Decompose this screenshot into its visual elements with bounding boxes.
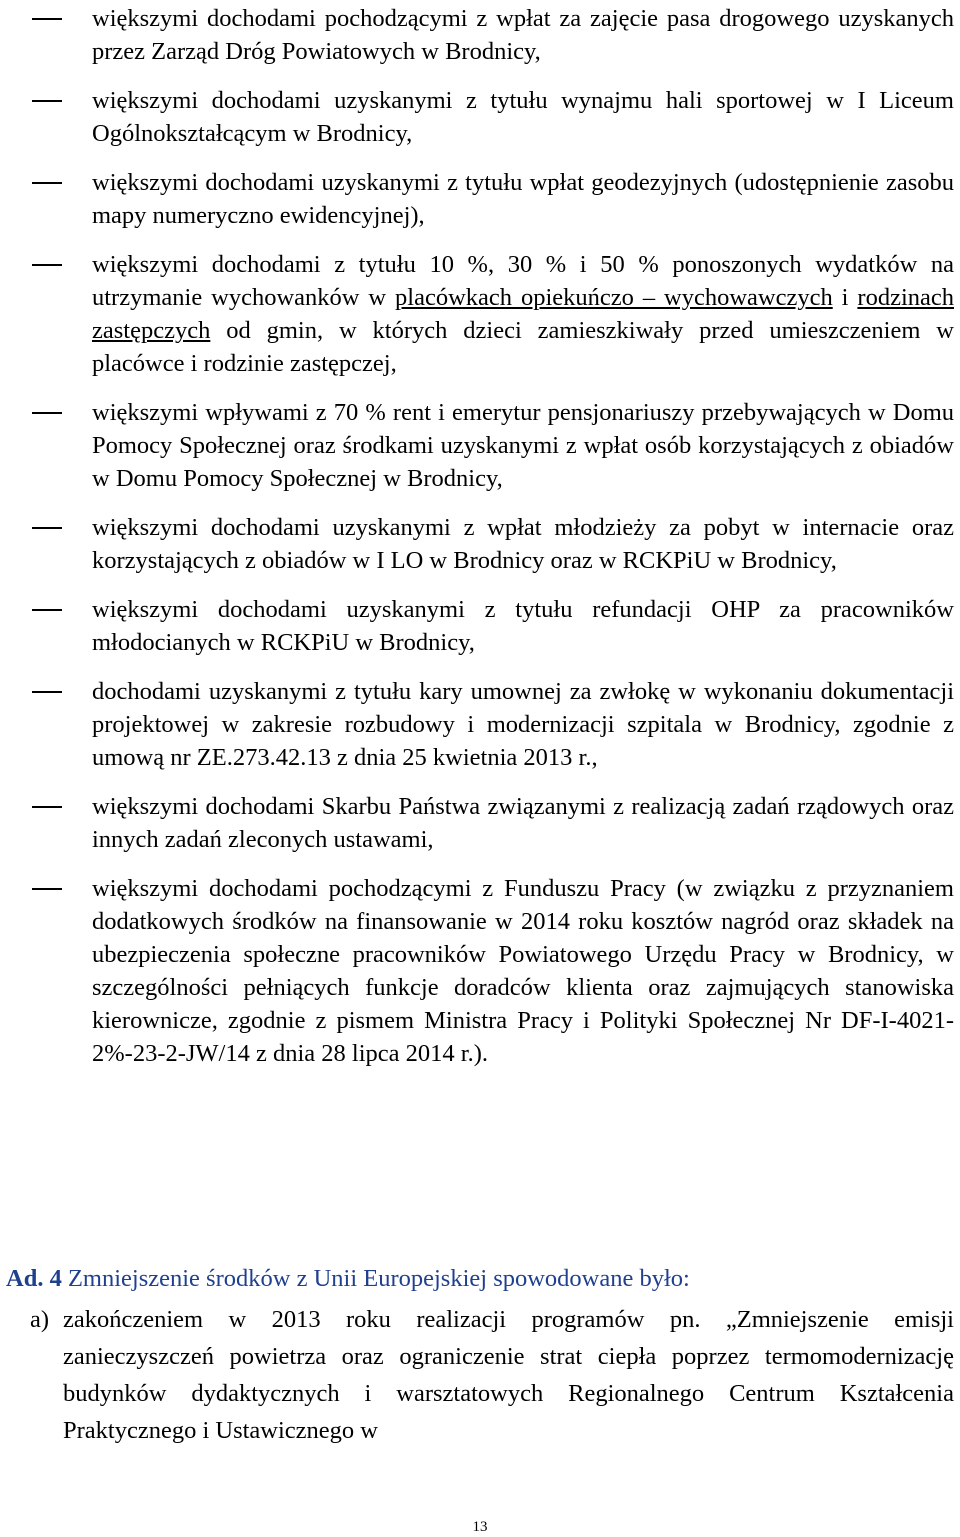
list-item-text: większymi dochodami uzyskanymi z tytułu wynajmu hali sportowej w I Liceum Ogólnokształcącym w Brodnicy, [92,87,954,147]
dash-bullet-icon [32,182,62,184]
list-item-text: dochodami uzyskanymi z tytułu kary umownej za zwłokę w wykonaniu dokumentacji projektowej w zakresie rozbudowy i modernizacji szpitala w Brodnicy, zgodnie z umową nr ZE.273.42.13 z dnia 25 kwietnia 2013 r., [92,678,954,771]
list-item [0,248,960,380]
list-item-text: większymi dochodami uzyskanymi z wpłat młodzieży za pobyt w internacie oraz korzystających z obiadów w I LO w Brodnicy oraz w RCKPiU w Brodnicy, [92,514,954,574]
page-number: 13 [472,1519,488,1535]
dash-bullet-icon [32,806,62,808]
list-item-text [92,248,954,380]
list-item-text: większymi wpływami z 70 % rent i emerytur pensjonariuszy przebywających w Domu Pomocy Społecznej oraz środkami uzyskanymi z wpłat osób korzystających z obiadów w Domu Pomocy Społecznej w Brodnicy, [92,399,954,492]
list-item-text-part: większymi dochodami z tytułu 10 %, 30 % i 50 % ponoszonych wydatków na utrzymanie wychowanków w [92,251,954,311]
underlined-term-foster-families: rodzinach zastępczych [92,284,954,344]
list-item [0,593,960,659]
dash-bullet-icon [32,691,62,693]
list-item [0,511,960,577]
list-item [0,84,960,150]
list-item [0,2,960,68]
list-item [0,166,960,232]
list-item [0,872,960,1070]
dash-bullet-icon [32,888,62,890]
underlined-term-care-facilities: placówkach opiekuńczo – wychowawczych [395,284,833,311]
dash-bullet-icon [32,18,62,20]
list-item-text: większymi dochodami pochodzącymi z Funduszu Pracy (w związku z przyznaniem dodatkowych środków na finansowanie w 2014 roku kosztów nagród oraz składek na ubezpieczenia społeczne pracowników Powiatowego Urzędu Pracy w Brodnicy, w szczególności pełniących funkcje doradców klienta oraz zajmujących stanowiska kierownicze, zgodnie z pismem Ministra Pracy i Polityki Społecznej Nr DF-I-4021-2%-23-2-JW/14 z dnia 28 lipca 2014 r.). [92,875,954,1067]
section-ad-4 [0,1262,960,1449]
dash-bullet-icon [32,100,62,102]
section-title: Zmniejszenie środków z Unii Europejskiej spowodowane było: [67,1265,690,1292]
revenue-reasons-list [0,2,960,1086]
list-item [0,396,960,495]
list-item-text-part: od gmin, w których dzieci zamieszkiwały przed umieszczeniem w placówce i rodzinie zastępczej, [92,317,954,377]
sub-item-a [0,1301,960,1449]
list-item-text: większymi dochodami uzyskanymi z tytułu wpłat geodezyjnych (udostępnienie zasobu mapy numeryczno ewidencyjnej), [92,169,954,229]
dash-bullet-icon [32,412,62,414]
dash-bullet-icon [32,264,62,266]
section-number: 4 [49,1265,62,1292]
list-item [0,790,960,856]
list-item-text-part: i [832,284,858,311]
list-item-text: większymi dochodami uzyskanymi z tytułu refundacji OHP za pracowników młodocianych w RCKPiU w Brodnicy, [92,596,954,656]
list-item-text: większymi dochodami pochodzącymi z wpłat za zajęcie pasa drogowego uzyskanych przez Zarząd Dróg Powiatowych w Brodnicy, [92,5,954,65]
list-item-text: większymi dochodami Skarbu Państwa związanymi z realizacją zadań rządowych oraz innych zadań zleconych ustawami, [92,793,954,853]
dash-bullet-icon [32,609,62,611]
section-heading [0,1262,960,1295]
list-item [0,675,960,774]
section-prefix: Ad. [6,1265,44,1292]
dash-bullet-icon [32,527,62,529]
sub-item-text: zakończeniem w 2013 roku realizacji programów pn. „Zmniejszenie emisji zanieczyszczeń powietrza oraz ograniczenie strat ciepła poprzez termomodernizację budynków dydaktycznych i warsztatowych Regionalnego Centrum Kształcenia Praktycznego i Ustawicznego w [63,1306,954,1444]
sub-item-marker: a) [30,1306,50,1333]
